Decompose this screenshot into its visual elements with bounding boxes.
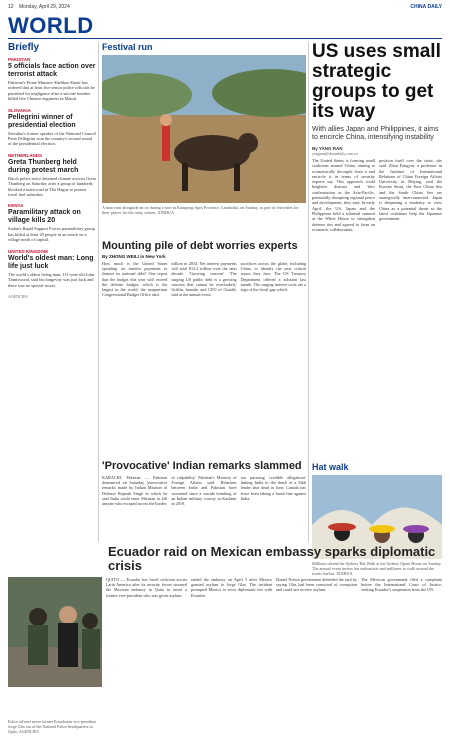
brief-country: NETHERLANDS — [8, 152, 43, 158]
brief-text: Sudan's Rapid Support Forces paramilitary group has killed at least 20 people in an attack on a village north of capital. — [8, 226, 95, 243]
section-rule — [8, 38, 442, 39]
brief-item — [8, 249, 96, 288]
debt-col: sacrifices across the globe, including China, to identify the next critical issues they face. The US Treasury Department offered a solution last month. The surging interest costs are a sign of the fiscal gap which. — [240, 261, 306, 293]
brief-title: Pellegrini winner of presidential election — [8, 113, 76, 129]
ecuador-col: raided the embassy on April 5 after Mexico granted asylum to Jorge Glas. The incident prompted Mexico to sever diplomatic ties with Ecuador. — [191, 577, 272, 598]
debt-story — [102, 240, 306, 297]
brief-item — [8, 108, 96, 147]
us-col: position itself over the strait, she said. Zhou Fangyin, a professor in the Institute of International Relations of China Foreign Affairs University in Beijing, said the Korean Strait, the East China Sea and the South China Sea are strategically interconnected. Japan is deepening a tendency to view China as a potential threat so the latest coalitions help the Japanese government. — [379, 158, 442, 222]
us-email: yangran@chinadaily.com.cn — [312, 151, 358, 156]
debt-col: trillion in 2034. Net interest payments will total $12.4 trillion over the next decade. 'Growing concern' 'The surging US public debt is a growing concern that cannot be overlooked,' Griffin, founder and CEO of Citadel, said at the annual event. — [171, 261, 237, 298]
hat-walk-label: Hat walk — [312, 462, 349, 472]
festival-photo — [102, 55, 306, 203]
brand-name: CHINA DAILY — [410, 4, 442, 10]
brief-text: Pakistan's Prime Minister Shehbaz Sharif has ordered that at least five senior police officials be punished for negligence after a suicide bomber killed five Chinese engineers in March. — [8, 80, 95, 102]
brief-text: Slovakia's former speaker of the National Council Peter Pellegrini won the country's second round of the presidential election. — [8, 130, 96, 147]
us-col: The United States is forming small coalitions around China, aiming to economically decouple from it and encircle it in terms of security experts say. This approach could heighten distrust and bloc confrontation in the Asia-Pacific, potentially disrupting regional peace and development, they said. In early April, the US, Japan and the Philippines held a trilateral summit at the White House to strengthen defense ties and agreed to form an economic collaboration. — [312, 158, 375, 232]
india-col: KARACHI, Pakistan — Pakistan denounced on Saturday 'provocative remarks' made by Indian Minister of Defense Rajnath Singh in which he said India could enter Pakistan to kill anyone who escaped across the border. — [102, 475, 168, 507]
brief-title: Greta Thunberg held during protest march — [8, 158, 79, 174]
brief-country: PAKISTAN — [8, 57, 31, 62]
ecuador-caption: Police officers move former Ecuadorian vice-president Jorge Glas out of the National Police headquarters in Quito. AGENCIES — [8, 719, 96, 734]
us-body — [312, 158, 442, 232]
india-col: not pursuing 'credible allegations' linking India to the death of a Sikh leader shot dead in June. Canada has since been taking a harsh line against India. — [240, 475, 306, 501]
brief-title: Paramilitary attack on village kills 20 — [8, 209, 81, 225]
brief-country: SLOVAKIA — [8, 107, 31, 113]
brief-item — [8, 57, 96, 102]
ecuador-col: Daniel Noboa government defended the raid by saying Glas had been convicted of corruption and could not receive asylum. — [276, 577, 357, 593]
ecuador-body — [8, 577, 442, 734]
debt-headline: Mounting pile of debt worries experts — [102, 240, 298, 252]
india-headline: 'Provocative' Indian remarks slammed — [102, 460, 302, 472]
brief-item — [8, 153, 96, 198]
india-col: of culpability,' Pakistan's Ministry of Foreign Affairs said. Relations between India and Pakistan have worsened since a suicide bombing of an Indian military convoy in Kashmir in 2019. — [171, 475, 237, 507]
festival-caption: A man runs alongside an ox during a race in Kampong Speu Province, Cambodia, on Sunday, as part of festivities for their prayer for the rainy season. XINHUA — [102, 205, 299, 215]
page-number: 12 — [8, 4, 14, 10]
festival-label: Festival run — [102, 42, 153, 52]
page-date: Monday, April 29, 2024 — [18, 4, 70, 10]
brief-text: Dutch police twice detained climate activist Greta Thunberg on Saturday after a group of hundreds blocked a main road in The Hague to protest fossil fuel subsidies. — [8, 175, 96, 198]
brief-text: The world's oldest living man, 111-year-old John Tinniswood, said his longevity was just luck and there was no special secret. — [8, 271, 95, 288]
india-body — [102, 475, 306, 506]
debt-byline: By ZHONG WEILI in New York — [102, 254, 166, 259]
ecuador-col: QUITO — Ecuador has faced criticism across Latin America after its security forces stormed the Mexican embassy in Quito to arrest a former vice-president who was given asylum. — [106, 577, 187, 598]
briefly-sidebar — [8, 42, 96, 467]
debt-col: How much is the United States spending on interest payments to finance its national debt? One report that the budget this year will exceed the defense budget, which is the largest in the world, the nonpartisan Congressional Budget Office said. — [102, 261, 168, 298]
brief-item — [8, 203, 96, 242]
ecuador-columns — [106, 577, 442, 734]
column-divider — [308, 42, 309, 542]
ecuador-photo-block — [8, 577, 102, 734]
ecuador-headline: Ecuador raid on Mexican embassy sparks diplomatic crisis — [108, 544, 436, 573]
brief-source: AGENCIES — [8, 293, 28, 299]
section-title: WORLD — [8, 13, 94, 38]
hat-walk-caption: Milliners attend the Sydney Hat Walk at the Sydney Opera House on Sunday. The annual event invites hat enthusiasts and milliners to walk around the iconic harbor. XINHUA — [312, 561, 442, 576]
debt-body — [102, 261, 306, 297]
ecuador-story — [8, 545, 442, 734]
us-story — [312, 42, 442, 232]
india-story — [102, 460, 306, 506]
us-byline: By YANG RAN — [312, 146, 343, 151]
festival-photo-block — [102, 42, 306, 215]
briefly-title: Briefly — [8, 42, 40, 53]
brief-title: 5 officials face action over terrorist attack — [8, 63, 96, 78]
ecuador-col: The Mexican government filed a complaint before the International Court of Justice, seeking Ecuador's suspension from the UN. — [361, 577, 442, 593]
brief-country: UNITED KINGDOM — [8, 248, 48, 254]
brief-title: World's oldest man: Long life just luck — [8, 254, 94, 270]
brief-country: KENYA — [8, 203, 24, 209]
column-divider — [98, 42, 99, 542]
us-subhead: With allies Japan and Philippines, it aims to encircle China, intensifying instability — [312, 126, 439, 141]
us-headline: US uses small strategic groups to get its way — [312, 41, 441, 122]
ecuador-photo — [8, 577, 102, 717]
